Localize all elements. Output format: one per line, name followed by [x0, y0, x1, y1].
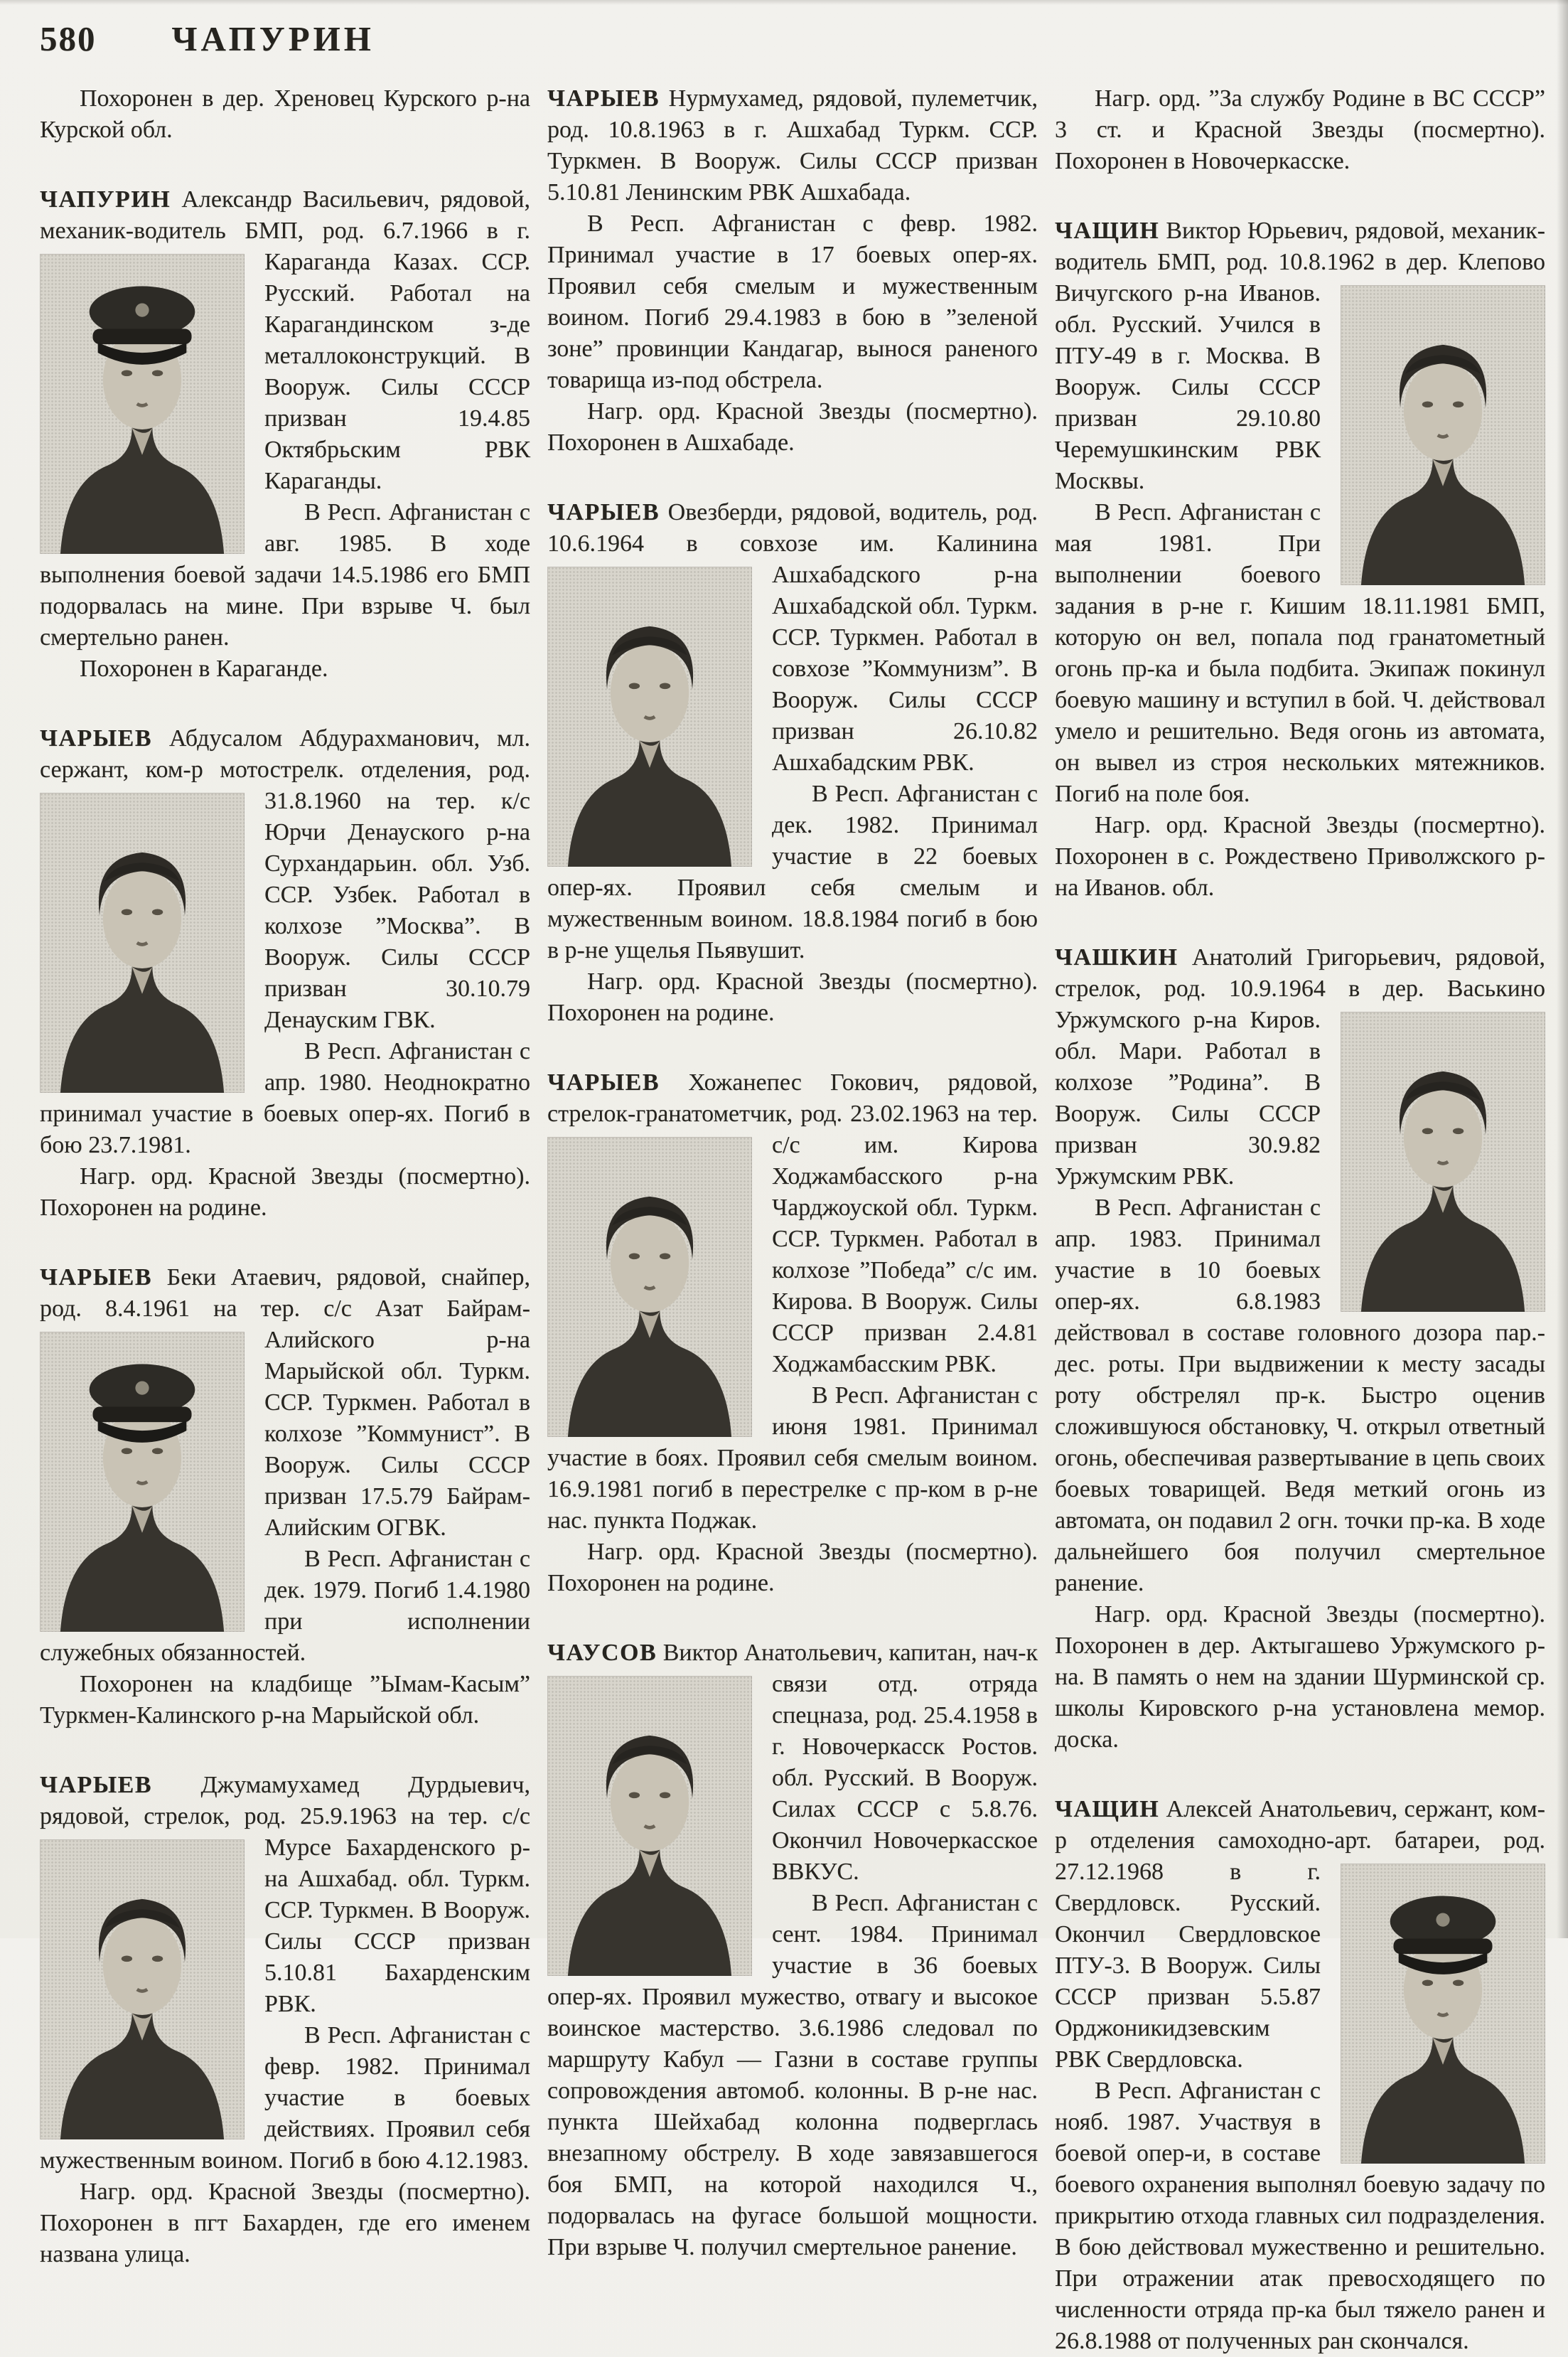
portrait-photo [40, 1839, 245, 2139]
entry-surname: ЧАРЫЕВ [40, 1264, 153, 1290]
page-title: ЧАПУРИН [171, 19, 375, 58]
page-column [1055, 83, 1545, 2357]
memorial-entry [40, 184, 530, 685]
scan-edge-top-shadow [0, 0, 1568, 5]
portrait-photo [40, 793, 245, 1093]
portrait-photo [547, 567, 752, 867]
entry-lead-paragraph: ЧАШКИН Анатолий Григорьевич, рядовой, стрелок, род. 10.9.1964 в дер. Васькино Уржумского р-на Киров. обл. Мари. Работал в колхозе ”Родина”. В Вооруж. Силы СССР призван 30.9.82 Уржумским РВК. [1055, 942, 1545, 1192]
entry-paragraph: Похоронен в дер. Хреновец Курского р-на Курской обл. [40, 85, 530, 143]
entry-paragraph: Нагр. орд. ”За службу Родине в ВС СССР” 3 ст. и Красной Звезды (посмертно). Похоронен в Новочеркасске. [1055, 85, 1545, 174]
entry-lead-paragraph: ЧАЩИН Виктор Юрьевич, рядовой, механик-водитель БМП, род. 10.8.1962 в дер. Клепово Вичугского р-на Иванов. обл. Русский. Учился в ПТУ-49 в г. Москва. В Вооруж. Силы СССР призван 29.10.80 Черемушкинским РВК Москвы. [1055, 215, 1545, 497]
entry-paragraph: В Респ. Афганистан с февр. 1982. Принимал участие в 17 боевых опер-ях. Проявил себя смелым и мужественным воином. Погиб 29.4.1983 в бою в ”зеленой зоне” провинции Кандагар, вынося раненого товарища из-под обстрела. [547, 210, 1038, 393]
portrait-photo [40, 1332, 245, 1632]
entry-paragraph: Похоронен в Караганде. [80, 656, 328, 682]
portrait-photo [547, 1676, 752, 1976]
memorial-entry [547, 1637, 1038, 2263]
entry-paragraph: В Респ. Афганистан с апр. 1983. Принимал участие в 10 боевых опер-ях. 6.8.1983 действовал в составе головного дозора пар.-дес. роты. При выдвижении к месту засады роту обстрелял пр-к. Быстро оценив сложившуюся обстановку, Ч. открыл ответный огонь, обеспечивая развертывание в цепь своих боевых товарищей. Ведя меткий огонь из автомата, он подавил 2 огн. точки пр-ка. В ходе дальнейшего боя получил смертельное ранение. [1055, 1194, 1545, 1596]
entry-surname: ЧАШКИН [1055, 944, 1178, 971]
entry-paragraph: В Респ. Афганистан с февр. 1982. Принимал участие в боевых действиях. Проявил себя мужественным воином. Погиб в бою 4.12.1983. [40, 2022, 530, 2174]
entry-paragraph: Нагр. орд. Красной Звезды (посмертно). Похоронен в Ашхабаде. [547, 398, 1038, 456]
entry-paragraph: В Респ. Афганистан с апр. 1980. Неоднократно принимал участие в боевых опер-ях. Погиб в бою 23.7.1981. [40, 1038, 530, 1158]
entry-lead-paragraph: ЧАРЫЕВ Джумамухамед Дурдыевич, рядовой, стрелок, род. 25.9.1963 на тер. с/с Мурсе Бахарденского р-на Ашхабад. обл. Туркм. ССР. Туркмен. В Вооруж. Силы СССР призван 5.10.81 Бахарденским РВК. [40, 1770, 530, 2020]
entry-paragraph: Нагр. орд. Красной Звезды (посмертно). Похоронен на родине. [547, 968, 1038, 1026]
memorial-entry [547, 83, 1038, 459]
entry-paragraph: Нагр. орд. Красной Звезды (посмертно). Похоронен в дер. Актыгашево Уржумского р-на. В память о нем на здании Шурминской ср. школы Кировского р-на установлена мемор. доска. [1055, 1601, 1545, 1753]
portrait-photo [1341, 285, 1545, 585]
entry-lead-paragraph: ЧАРЫЕВ Беки Атаевич, рядовой, снайпер, род. 8.4.1961 на тер. с/с Азат Байрам-Алийского р-на Марыйской обл. Туркм. ССР. Туркмен. Работал в колхозе ”Коммунист”. В Вооруж. Силы СССР призван 17.5.79 Байрам-Алийским ОГВК. [40, 1262, 530, 1544]
entry-paragraph: В Респ. Афганистан с дек. 1979. Погиб 1.4.1980 при исполнении служебных обязанностей. [40, 1546, 530, 1666]
entry-lead-paragraph: ЧАРЫЕВ Овезберди, рядовой, водитель, род. 10.6.1964 в совхозе им. Калинина Ашхабадского р-на Ашхабадской обл. Туркм. ССР. Туркмен. Работал в совхозе ”Коммунизм”. В Вооруж. Силы СССР призван 26.10.82 Ашхабадским РВК. [547, 497, 1038, 779]
entry-paragraph: Нагр. орд. Красной Звезды (посмертно). Похоронен в с. Рождествено Приволжского р-на Иванов. обл. [1055, 812, 1545, 901]
entry-surname: ЧАРЫЕВ [40, 725, 153, 752]
entry-lead-paragraph: ЧАПУРИН Александр Васильевич, рядовой, механик-водитель БМП, род. 6.7.1966 в г. Караганда Казах. ССР. Русский. Работал на Карагандинском з-де металлоконструкций. В Вооруж. Силы СССР призван 19.4.85 Октябрьским РВК Караганды. [40, 184, 530, 497]
page-header [40, 18, 1568, 59]
entry-paragraph: В Респ. Афганистан с нояб. 1987. Участвуя в боевой опер-и, в составе боевого охранения выполнял боевую задачу по прикрытию отхода главных сил подразделения. В бою действовал мужественно и решительно. При отражении атак превосходящего по численности отряда пр-ка был тяжело ранен и 26.8.1988 от полученных ран скончался. [1055, 2078, 1545, 2354]
entry-lead-paragraph: ЧАЩИН Алексей Анатольевич, сержант, ком-р отделения самоходно-арт. батареи, род. 27.12.1968 в г. Свердловск. Русский. Окончил Свердловское ПТУ-3. В Вооруж. Силы СССР призван 5.5.87 Орджоникидзевским РВК Свердловска. [1055, 1794, 1545, 2075]
columns-container [40, 83, 1568, 2357]
memorial-entry [1055, 1794, 1545, 2357]
entry-lead-paragraph: ЧАРЫЕВ Хожанепес Гокович, рядовой, стрелок-гранатометчик, род. 23.02.1963 на тер. с/с им. Кирова Ходжамбасского р-на Чарджоуской обл. Туркм. ССР. Туркмен. Работал в колхозе ”Победа” с/с им. Кирова. В Вооруж. Силы СССР призван 2.4.81 Ходжамбасским РВК. [547, 1067, 1038, 1380]
portrait-photo [1341, 1864, 1545, 2164]
entry-paragraph: Нагр. орд. Красной Звезды (посмертно). Похоронен на родине. [547, 1539, 1038, 1596]
portrait-photo [40, 254, 245, 554]
entry-surname: ЧАРЫЕВ [547, 499, 660, 525]
entry-surname: ЧАРЫЕВ [547, 85, 660, 112]
memorial-entry [1055, 942, 1545, 1755]
page-column [40, 83, 530, 2357]
continuation-block [40, 83, 530, 146]
entry-lead-paragraph: ЧАРЫЕВ Абдусалом Абдурахманович, мл. сержант, ком-р мотострелк. отделения, род. 31.8.1960 на тер. к/с Юрчи Денауского р-на Сурхандарьин. обл. Узб. ССР. Узбек. Работал в колхозе ”Москва”. В Вооруж. Силы СССР призван 30.10.79 Денауским ГВК. [40, 723, 530, 1036]
entry-surname: ЧАРЫЕВ [547, 1069, 660, 1096]
entry-paragraph: Похоронен на кладбище ”Ымам-Касым” Туркмен-Калинского р-на Марыйской обл. [40, 1671, 530, 1728]
entry-lead-paragraph: ЧАУСОВ Виктор Анатольевич, капитан, нач-к связи отд. отряда спецназа, род. 25.4.1958 в г. Новочеркасск Ростов. обл. Русский. В Вооруж. Силах СССР с 5.8.76. Окончил Новочеркасское ВВКУС. [547, 1637, 1038, 1888]
entry-surname: ЧАУСОВ [547, 1640, 657, 1666]
memorial-entry [40, 1262, 530, 1731]
entry-paragraph: В Респ. Афганистан с сент. 1984. Принимал участие в 36 боевых опер-ях. Проявил мужество, отвагу и высокое воинское мастерство. 3.6.1986 следовал по маршруту Кабул — Газни в составе группы сопровождения автомоб. колонны. В р-не нас. пункта Шейхабад колонна подверглась внезапному обстрелу. В ходе завязавшегося боя БМП, на которой находился Ч., подорвалась на фугасе большой мощности. При взрыве Ч. получил смертельное ранение. [547, 1890, 1038, 2260]
entry-surname: ЧАРЫЕВ [40, 1772, 153, 1798]
entry-paragraph: В Респ. Афганистан с мая 1981. При выполнении боевого задания в р-не г. Кишим 18.11.1981 БМП, которую он вел, попала под гранатометный огонь пр-ка и была подбита. Экипаж покинул боевую машину и вступил в бой. Ч. действовал умело и решительно. Ведя огонь из автомата, он вывел из строя нескольких мятежников. Погиб на поле боя. [1055, 499, 1545, 807]
memorial-entry [547, 1067, 1038, 1599]
entry-lead-paragraph: ЧАРЫЕВ Нурмухамед, рядовой, пулеметчик, род. 10.8.1963 в г. Ашхабад Туркм. ССР. Туркмен. В Вооруж. Силы СССР призван 5.10.81 Ленинским РВК Ашхабада. [547, 85, 1038, 205]
entry-paragraph: В Респ. Афганистан с авг. 1985. В ходе выполнения боевой задачи 14.5.1986 его БМП подорвалась на мине. При взрыве Ч. был смертельно ранен. [40, 499, 530, 651]
memorial-entry [40, 1770, 530, 2270]
entry-surname: ЧАЩИН [1055, 1796, 1160, 1822]
memorial-entry [40, 723, 530, 1224]
entry-paragraph: Нагр. орд. Красной Звезды (посмертно). Похоронен на родине. [40, 1163, 530, 1221]
memorial-entry [1055, 215, 1545, 904]
memorial-entry [547, 497, 1038, 1029]
entry-surname: ЧАЩИН [1055, 218, 1160, 244]
continuation-block [1055, 83, 1545, 177]
entry-paragraph: В Респ. Афганистан с июня 1981. Принимал участие в боях. Проявил себя смелым воином. 16.9.1981 погиб в перестрелке с пр-ком в р-не нас. пункта Поджак. [547, 1382, 1038, 1534]
entry-paragraph: В Респ. Афганистан с дек. 1982. Принимал участие в 22 боевых опер-ях. Проявил себя смелым и мужественным воином. 18.8.1984 погиб в бою в р-не ущелья Пьявушит. [547, 781, 1038, 963]
portrait-photo [547, 1137, 752, 1437]
entry-paragraph: Нагр. орд. Красной Звезды (посмертно). Похоронен в пгт Бахарден, где его именем названа улица. [40, 2179, 530, 2267]
page-column [547, 83, 1038, 2357]
portrait-photo [1341, 1012, 1545, 1312]
entry-surname: ЧАПУРИН [40, 186, 171, 213]
page-number: 580 [40, 19, 97, 58]
